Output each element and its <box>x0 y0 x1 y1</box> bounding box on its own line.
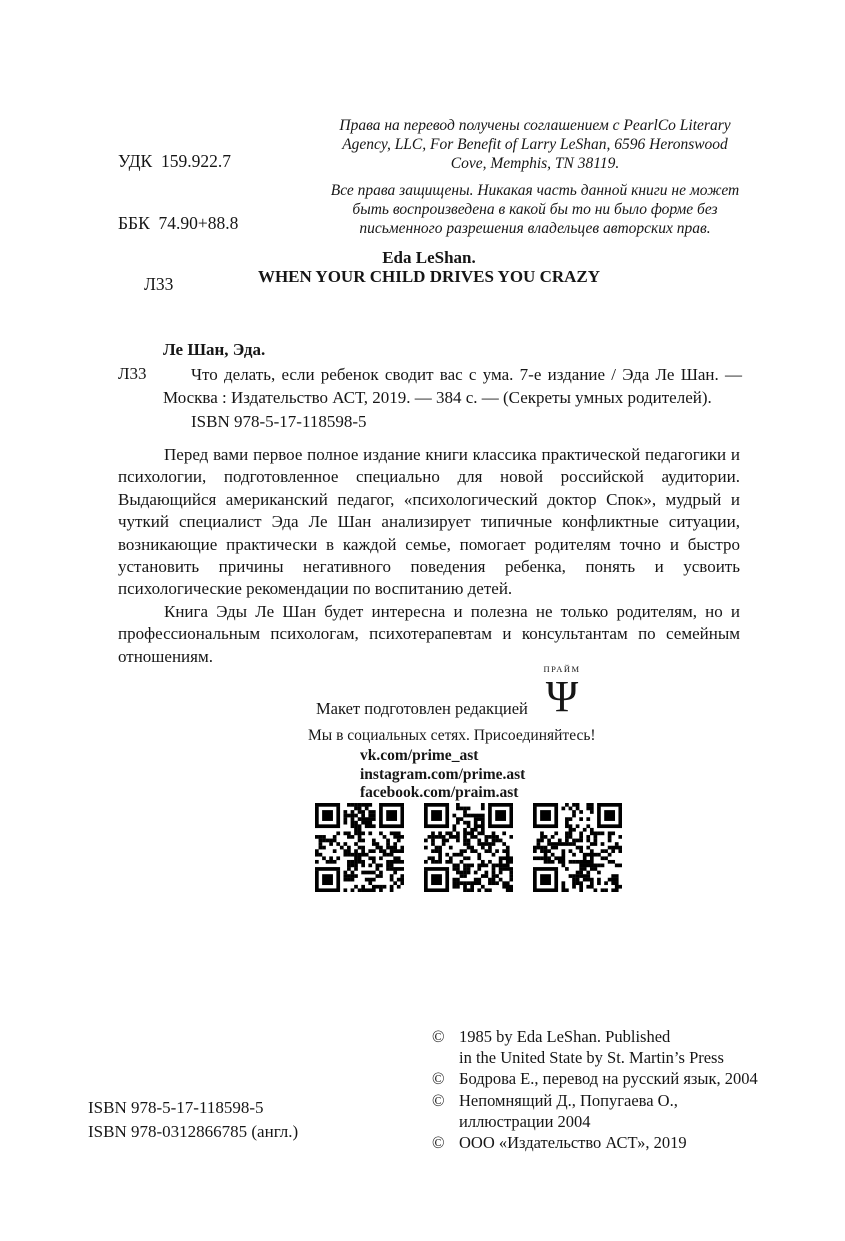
social-links <box>360 747 525 803</box>
prepared-by-note: Макет подготовлен редакцией <box>316 699 528 718</box>
catalog-author: Ле Шан, Эда. <box>163 340 266 359</box>
translation-rights-text: Права на перевод получены соглашением с PearlCo Literary Agency, LLC, For Benefit of Larry LeShan, 6596 Heronswood Cove, Memphis, TN 38119. <box>339 117 731 173</box>
isbn-english: ISBN 978-0312866785 (англ.) <box>88 1121 299 1141</box>
isbn-block <box>88 1096 298 1143</box>
annotation-paragraph-1: Перед вами первое полное издание книги классика практической педагогики и психологии, подготовленное специально для новой российской аудитории. Выдающийся американский педагог, «психологический доктор Спок», мудрый и чуткий специалист Эда Ле Шан анализирует типичные конфликтные ситуации, возникающие практически в каждой семье, помогает родителям точно и быстро установить причины негативного поведения ребенка, понять и усвоить психологические рекомендации по воспитанию детей. <box>118 445 740 599</box>
udk-code: УДК 159.922.7 <box>118 151 231 171</box>
copyright-symbol <box>432 1111 459 1132</box>
psi-trident-icon: Ψ <box>545 672 579 721</box>
copyright-text: ООО «Издательство АСТ», 2019 <box>459 1133 687 1153</box>
qr-code-facebook <box>533 803 622 892</box>
annotation <box>118 444 740 668</box>
qr-codes <box>315 803 622 892</box>
social-link-instagram: instagram.com/prime.ast <box>360 765 526 783</box>
prime-logo-label: ПРАЙМ <box>543 664 581 674</box>
annotation-paragraph-2: Книга Эды Ле Шан будет интересна и полезна не только родителям, но и профессиональным психологам, психотерапевтам и консультантам по семейным отношениям. <box>118 601 740 666</box>
all-rights-reserved-text: Все права защищены. Никакая часть данной книги не может быть воспроизведена в какой бы то ни было форме без письменного разрешения владельцев авторских прав. <box>330 181 740 238</box>
copyright-text: Непомнящий Д., Попугаева О., <box>459 1090 678 1110</box>
copyright-symbol: © <box>432 1133 445 1153</box>
copyright-text: in the United State by St. Martin’s Press <box>459 1048 724 1068</box>
copyright-text: иллюстрации 2004 <box>459 1111 591 1131</box>
copyright-text: 1985 by Eda LeShan. Published <box>459 1027 671 1046</box>
catalog-isbn: ISBN 978-5-17-118598-5 <box>191 412 367 431</box>
catalog-index: Л33 <box>118 364 147 383</box>
original-title-block <box>118 248 740 286</box>
original-author: Eda LeShan. <box>382 248 476 267</box>
copyright-line <box>432 1068 758 1089</box>
qr-code-vk <box>315 803 404 892</box>
copyright-symbol: © <box>432 1090 445 1110</box>
copyright-line <box>432 1132 758 1153</box>
social-link-facebook: facebook.com/praim.ast <box>360 784 519 802</box>
bbk-code: ББК 74.90+88.8 <box>118 212 239 233</box>
copyright-line <box>432 1111 758 1132</box>
qr-code-instagram <box>424 803 513 892</box>
rights-notice <box>328 116 742 245</box>
classification-codes <box>118 110 238 336</box>
copyright-symbol: © <box>432 1069 445 1089</box>
copyright-line <box>432 1090 758 1111</box>
copyright-line <box>432 1026 758 1047</box>
prime-logo <box>532 664 592 720</box>
copyright-symbol <box>432 1047 459 1068</box>
copyright-list <box>432 1026 758 1153</box>
original-title: WHEN YOUR CHILD DRIVES YOU CRAZY <box>257 267 601 286</box>
social-link-vk: vk.com/prime_ast <box>360 747 479 764</box>
copyright-symbol: © <box>432 1027 445 1046</box>
author-index-code: Л33 <box>144 274 174 294</box>
social-heading: Мы в социальных сетях. Присоединяйтесь! <box>308 727 596 744</box>
catalog-entry: Что делать, если ребенок сводит вас с ума. 7-е издание / Эда Ле Шан. — Москва : Издательство АСТ, 2019. — 384 с. — (Секреты умных родителей). <box>163 365 742 407</box>
copyright-line <box>432 1047 758 1068</box>
isbn-russian: ISBN 978-5-17-118598-5 <box>88 1098 264 1117</box>
copyright-text: Бодрова Е., перевод на русский язык, 2004 <box>459 1069 758 1089</box>
